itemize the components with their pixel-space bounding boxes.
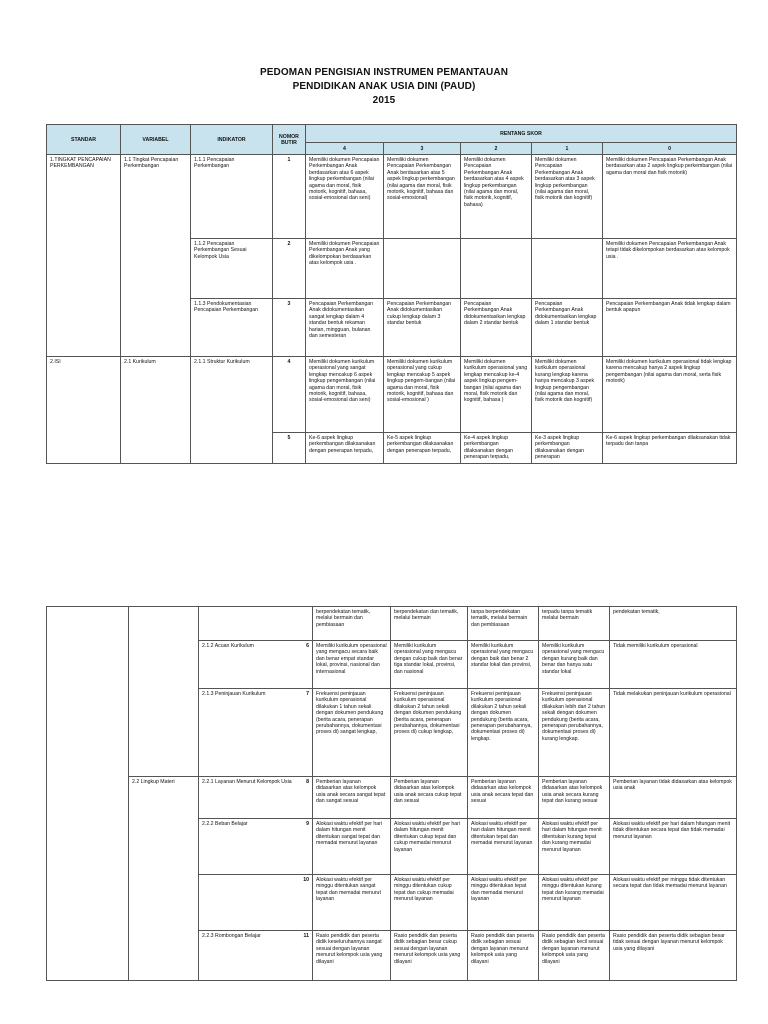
document-title-year: 2015 (372, 95, 396, 106)
butir-number: 11 (303, 933, 309, 939)
score0-cell: Tidak melakukan peninjauan kurikulum operasional (610, 689, 737, 777)
score2-cell: Pencapaian Perkembangan Anak didokumentasikan lengkap dalam 2 standar bentuk (461, 299, 532, 357)
score3-cell: Memiliki kurikulum operasional yang mengacu dengan cukup baik dan benar tiga standar lokal, provinsi, dan nasional (391, 641, 468, 689)
indikator-cell (199, 931, 313, 981)
score3-cell: Rasio pendidik dan peserta didik sebagian besar cukup sesuai dengan layanan menurut kelompok usia yang dilayani (391, 931, 468, 981)
indikator-label: 2.1.2 Acuan Kurikulum (202, 643, 254, 649)
score0-cell: Rasio pendidik dan peserta didik sebagian besar tidak sesuai dengan layanan menurut kelompok usia yang dilayani (610, 931, 737, 981)
score4-cell: Memiliki kurikulum operasional yang mengacu secara baik dan benar empat standar lokal, provinsi, nasional dan internasional (313, 641, 391, 689)
score3-cell: Ke-5 aspek lingkup perkembangan dilaksanakan dengan penerapan terpadu, (384, 433, 461, 464)
variabel-cell: 2.1 Kurikulum (121, 357, 191, 464)
standar-cell: 2.ISI (47, 357, 121, 464)
indikator-label: 2.2.1 Layanan Menurut Kelompok Usia (202, 779, 292, 785)
score0-cell: pendekatan tematik, (610, 607, 737, 641)
score4-cell: Memiliki dokumen Pencapaian Perkembangan Anak berdasarkan atas 6 aspek lingkup perkembangan (nilai agama dan moral, fisik motorik, kognitif, bahasa, sosial-emosional dan seni) (306, 155, 384, 239)
score3-cell: Memiliki dokumen kurikulum operasional yang cukup lengkap mencakup 5 aspek lingkup pengem-bangan (nilai agama dan moral, fisik motorik, kognitif, bahasa dan sosial-emosional ) (384, 357, 461, 433)
indikator-cell (199, 689, 313, 777)
indikator-cell: 2.1.1 Struktur Kurikulum (191, 357, 273, 464)
header-score-1: 1 (532, 143, 603, 155)
score1-cell: Memiliki kurikulum operasional yang mengacu dengan kurang baik dan benar dan hanya satu standar lokal (539, 641, 610, 689)
score3-cell: Frekuensi peninjauan kurikulum operasional dilakukan 2 tahun sekali dengan dokumen pendukung (berita acara, penerapan perubahannya, dokumentasi proses di) cukup lengkap, (391, 689, 468, 777)
score0-cell: Memiliki dokumen kurikulum operasional tidak lengkap karena mencakup hanya 2 aspek lingkup pengembangan (nilai agama dan moral, serta fisik motorik) (603, 357, 737, 433)
butir-number: 6 (306, 643, 309, 649)
score2-cell: Memiliki kurikulum operasional yang mengacu dengan baik dan benar 2 standar lokal dan provinsi, (468, 641, 539, 689)
score0-cell: Memiliki dokumen Pencapaian Perkembangan Anak berdasarkan atas 2 aspek lingkup perkembangan (nilai agama dan moral dan fisik motorik) (603, 155, 737, 239)
score3-cell: berpendekatan dan tematik, melalui bermain (391, 607, 468, 641)
score4-cell: Rasio pendidik dan peserta didik keseluruhannya sangat sesuai dengan layanan menurut kelompok usia yang dilayani (313, 931, 391, 981)
score0-cell: Alokasi waktu efektif per minggu tidak ditentukan secara tepat dan tidak memadai menurut layanan (610, 875, 737, 931)
butir-number: 10 (303, 877, 309, 883)
butir-cell: 5 (273, 433, 306, 464)
header-score-3: 3 (384, 143, 461, 155)
variabel-cell: 2.2 Lingkup Materi (129, 777, 199, 981)
butir-number: 9 (306, 821, 309, 827)
score1-cell: Alokasi waktu efektif per minggu ditentukan kurang tepat dan kurang memadai menurut layanan (539, 875, 610, 931)
instrument-table-page2 (46, 606, 737, 981)
butir-cell: 2 (273, 239, 306, 299)
standar-cell: 1.TINGKAT PENCAPAIAN PERKEMBANGAN (47, 155, 121, 357)
score2-cell: Memiliki dokumen kurikulum operasional yang lengkap mencakup ke-4 aspek lingkup pengem-bangan (nilai agama dan moral, fisik motorik dan kognitif, bahasa ) (461, 357, 532, 433)
score2-cell: Alokasi waktu efektif per hari dalam hitungan menit ditentukan tepat dan memadai menurut layanan (468, 819, 539, 875)
indikator-cell: 1.1.2 Pencapaian Perkembangan Sesuai Kelompok Usia (191, 239, 273, 299)
score1-cell: Rasio pendidik dan peserta didik sebagian kecil sesuai dengan layanan menurut kelompok usia yang dilayani (539, 931, 610, 981)
indikator-cell (199, 819, 313, 875)
indikator-cell (199, 607, 313, 641)
header-rentang-skor: RENTANG SKOR (306, 125, 737, 143)
variabel-cell (129, 607, 199, 777)
score2-cell: Ke-4 aspek lingkup perkembangan dilaksanakan dengan penerapan terpadu, (461, 433, 532, 464)
score0-cell: Memiliki dokumen Pencapaian Perkembangan Anak tetapi tidak dikelompokan berdasarkan atas kelompok usia . (603, 239, 737, 299)
score0-cell: Alokasi waktu efektif per hari dalam hitungan menit tidak ditentukan secara tepat dan tidak memadai menurut layanan (610, 819, 737, 875)
header-standar: STANDAR (47, 125, 121, 155)
table-row (47, 155, 737, 239)
header-score-0: 0 (603, 143, 737, 155)
score2-cell: tanpa berpendekatan tematik, melalui bermain dan pembiasaan (468, 607, 539, 641)
indikator-cell (199, 777, 313, 819)
score3-cell: Pemberian layanan didasarkan atas kelompok usia anak secara cukup tepat dan sesuai (391, 777, 468, 819)
score3-cell (384, 239, 461, 299)
instrument-table-page1 (46, 124, 737, 464)
score1-cell: Memiliki dokumen kurikulum operasional kurang lengkap karena hanya mencakup 3 aspek lingkup pengembangan (nilai agama dan moral, fisik motorik dan kognitif) (532, 357, 603, 433)
butir-cell: 3 (273, 299, 306, 357)
score4-cell: berpendekatan tematik, melalui bermain dan pembiasaan (313, 607, 391, 641)
score4-cell: Ke-6 aspek lingkup perkembangan dilaksanakan dengan penerapan terpadu, (306, 433, 384, 464)
header-score-2: 2 (461, 143, 532, 155)
table-row (47, 607, 737, 641)
score2-cell (461, 239, 532, 299)
indikator-cell (199, 641, 313, 689)
score1-cell (532, 239, 603, 299)
score1-cell: Pencapaian Perkembangan Anak didokumentasikan lengkap dalam 1 standar bentuk (532, 299, 603, 357)
header-indikator: INDIKATOR (191, 125, 273, 155)
score4-cell: Frekuensi peninjauan kurikulum operasional dilakukan 1 tahun sekali dengan dokumen pendukung (berita acara, penerapan perubahannya, dokumentasi proses di) sangat lengkap, (313, 689, 391, 777)
score2-cell: Alokasi waktu efektif per minggu ditentukan tepat dan memadai menurut layanan (468, 875, 539, 931)
score1-cell: Frekuensi peninjauan kurikulum operasional dilakukan lebih dari 2 tahun sekali dengan dokumen pendukung (berita acara, penerapan perubahannya, dokumentasi proses di) kurang lengkap. (539, 689, 610, 777)
score2-cell: Memiliki dokumen Pencapaian Perkembangan Anak berdasarkan atas 4 aspek lingkup perkembangan (nilai agama dan moral, fisik motorik, kognitif, bahasa) (461, 155, 532, 239)
variabel-cell: 1.1 Tingkat Pencapaian Perkembangan (121, 155, 191, 357)
score0-cell: Pencapaian Perkembangan Anak tidak lengkap dalam bentuk apapun (603, 299, 737, 357)
header-score-4: 4 (306, 143, 384, 155)
butir-cell: 1 (273, 155, 306, 239)
score4-cell: Pencapaian Perkembangan Anak didokumentasikan sangat lengkap dalam 4 standar bentuk rekaman harian, mingguan, bulanan dan semesteran (306, 299, 384, 357)
score4-cell: Alokasi waktu efektif per minggu ditentukan sangat tepat dan memadai menurut layanan (313, 875, 391, 931)
score3-cell: Pencapaian Perkembangan Anak didokumentasikan cukup lengkap dalam 3 standar bentuk (384, 299, 461, 357)
indikator-cell: 1.1.1 Pencapaian Perkembangan (191, 155, 273, 239)
score3-cell: Memiliki dokumen Pencapaian Perkembangan Anak berdasarkan atas 5 aspek lingkup perkembangan (nilai agama dan moral, fisik motorik, kognitif, bahasa dan sosial-emosional) (384, 155, 461, 239)
score1-cell: Ke-3 aspek lingkup perkembangan dilaksanakan dengan penerapan (532, 433, 603, 464)
document-title-line1: PEDOMAN PENGISIAN INSTRUMEN PEMANTAUAN (259, 67, 509, 78)
header-nomor-butir: NOMOR BUTIR (273, 125, 306, 155)
score0-cell: Pemberian layanan tidak didasarkan atas kelompok usia anak (610, 777, 737, 819)
indikator-label: 2.2.2 Beban Belajar (202, 821, 248, 827)
score4-cell: Memiliki dokumen Pencapaian Perkembangan Anak yang dikelompokan berdasarkan atas kelompok usia . (306, 239, 384, 299)
indikator-cell (199, 875, 313, 931)
score3-cell: Alokasi waktu efektif per minggu ditentukan cukup tepat dan cukup memadai menurut layanan (391, 875, 468, 931)
butir-cell: 4 (273, 357, 306, 433)
score1-cell: terpadu tanpa tematik melalui bermain (539, 607, 610, 641)
score4-cell: Alokasi waktu efektif per hari dalam hitungan menit ditentukan sangat tepat dan memadai menurut layanan (313, 819, 391, 875)
header-variabel: VARIABEL (121, 125, 191, 155)
score1-cell: Pemberian layanan didasarkan atas kelompok usia anak secara kurang tepat dan kurang sesuai (539, 777, 610, 819)
indikator-cell: 1.1.3 Pendokumentasian Pencapaian Perkembangan (191, 299, 273, 357)
score2-cell: Frekuensi peninjauan kurikulum operasional dilakukan 2 tahun sekali dengan dokumen pendukung (berita acara, penerapan perubahannya, dokumentasi proses di) lengkap. (468, 689, 539, 777)
indikator-label: 2.1.3 Peninjauan Kurikulum (202, 691, 266, 697)
score0-cell: Tidak memiliki kurikulum operasional (610, 641, 737, 689)
score1-cell: Memiliki dokumen Pencapaian Perkembangan Anak berdasarkan atas 3 aspek lingkup perkembangan (nilai agama dan moral, fisik motorik dan kognitif) (532, 155, 603, 239)
score2-cell: Rasio pendidik dan peserta didik sebagian sesuai dengan layanan menurut kelompok usia yang dilayani (468, 931, 539, 981)
butir-number: 7 (306, 691, 309, 697)
score2-cell: Pemberian layanan didasarkan atas kelompok usia anak secara tepat dan sesuai (468, 777, 539, 819)
table-row (47, 777, 737, 819)
standar-cell (47, 607, 129, 981)
document-title-line2: PENDIDIKAN ANAK USIA DINI (PAUD) (292, 81, 476, 92)
table-row (47, 357, 737, 433)
score3-cell: Alokasi waktu efektif per hari dalam hitungan menit ditentukan cukup tepat dan cukup memadai menurut layanan (391, 819, 468, 875)
indikator-label: 2.2.3 Rombongan Belajar (202, 933, 261, 939)
score0-cell: Ke-6 aspek lingkup perkembangan dilaksanakan tidak terpadu dan tanpa (603, 433, 737, 464)
score4-cell: Pemberian layanan didasarkan atas kelompok usia anak secara sangat tepat dan sangat sesuai (313, 777, 391, 819)
score4-cell: Memiliki dokumen kurikulum operasional yang sangat lengkap mencakup 6 aspek lingkup pengembangan (nilai agama dan moral, fisik motorik, kognitif, bahasa, sosial-emosional dan seni) (306, 357, 384, 433)
butir-number: 8 (306, 779, 309, 785)
score1-cell: Alokasi waktu efektif per hari dalam hitungan menit ditentukan kurang tepat dan kurang memadai menurut layanan (539, 819, 610, 875)
